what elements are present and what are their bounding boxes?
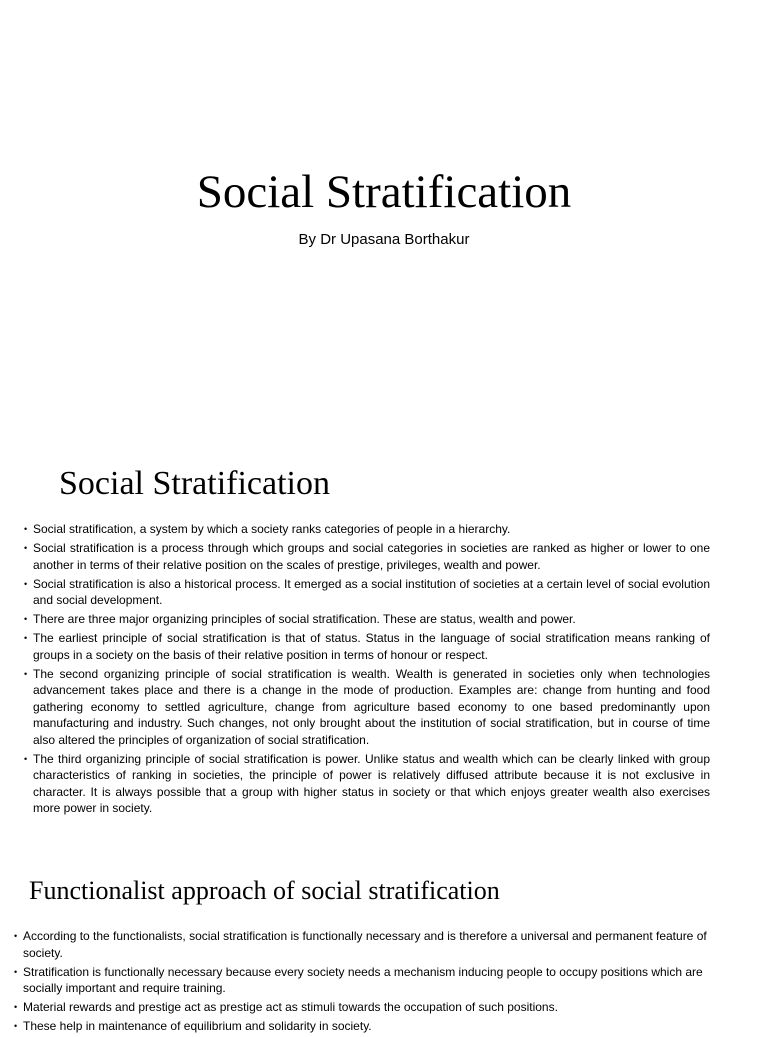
bullet-icon: • <box>24 543 28 553</box>
bullet-icon: • <box>14 931 18 941</box>
bullet-icon: • <box>14 1002 18 1012</box>
bullet-icon: • <box>24 614 28 624</box>
slide-heading: Social Stratification <box>59 465 330 502</box>
bullet-text: Social stratification is also a historical process. It emerged as a social institution of societies at a certain level of social evolution and social development. <box>33 576 710 607</box>
bullet-icon: • <box>14 1021 18 1031</box>
functionalist-approach-slide <box>0 852 768 1033</box>
bullet-icon: • <box>24 633 28 643</box>
bullet-text: The earliest principle of social stratification is that of status. Status in the language of social stratification means ranking of groups in a society on the basis of their relative position in terms of honour or respect. <box>33 631 710 662</box>
list-item <box>24 521 710 538</box>
presentation-title: Social Stratification <box>196 166 572 218</box>
bullet-icon: • <box>24 753 28 764</box>
list-item <box>24 630 710 663</box>
author-subtitle: By Dr Upasana Borthakur <box>298 231 470 248</box>
list-item <box>24 751 710 817</box>
bullet-icon: • <box>24 524 28 534</box>
bullet-text: These help in maintenance of equilibrium and solidarity in society. <box>23 1019 372 1033</box>
list-item <box>24 611 710 628</box>
list-item <box>24 576 710 609</box>
list-item <box>14 999 714 1016</box>
bullet-text: Social stratification, a system by which a society ranks categories of people in a hierarchy. <box>33 522 511 536</box>
bullet-text: The third organizing principle of social stratification is power. Unlike status and wealth which can be clearly linked with group characteristics of ranking in societies, the principle of power is relatively diffused attribute because it is not exclusive in character. It is always possible that a group with higher status in society or that which enjoys greater wealth also exercises more power in society. <box>33 751 710 815</box>
bullet-list <box>24 521 710 819</box>
list-item <box>24 540 710 573</box>
list-item <box>14 964 714 997</box>
bullet-text: Stratification is functionally necessary because every society needs a mechanism inducing people to occupy positions which are socially important and require training. <box>23 964 703 995</box>
social-stratification-slide <box>0 432 768 852</box>
bullet-icon: • <box>24 668 28 679</box>
title-slide <box>0 0 768 428</box>
slide-heading: Functionalist approach of social stratification <box>29 876 500 905</box>
bullet-icon: • <box>24 578 28 589</box>
list-item <box>24 666 710 749</box>
bullet-list <box>14 928 714 1037</box>
bullet-text: Social stratification is a process through which groups and social categories in societies are ranked as higher or lower to one another in terms of their relative position on the scales of prestige, privileges, wealth and power. <box>33 541 710 572</box>
bullet-text: The second organizing principle of social stratification is wealth. Wealth is generated in societies only when technologies advancement takes place and there is a change in the mode of production. Examples are: change from hunting and food gathering economy to settled agriculture, change from agriculture based economy to one based predominantly upon manufacturing and industry. Such changes, not only brought about the institution of social stratification, but in course of time also altered the principles of organization of social stratification. <box>33 666 710 747</box>
bullet-text: Material rewards and prestige act as prestige act as stimuli towards the occupation of such positions. <box>23 1000 558 1014</box>
bullet-text: According to the functionalists, social stratification is functionally necessary and is therefore a universal and permanent feature of society. <box>23 929 707 960</box>
bullet-icon: • <box>14 966 18 977</box>
list-item <box>14 1018 714 1035</box>
list-item <box>14 928 714 961</box>
bullet-text: There are three major organizing principles of social stratification. These are status, wealth and power. <box>33 612 576 626</box>
